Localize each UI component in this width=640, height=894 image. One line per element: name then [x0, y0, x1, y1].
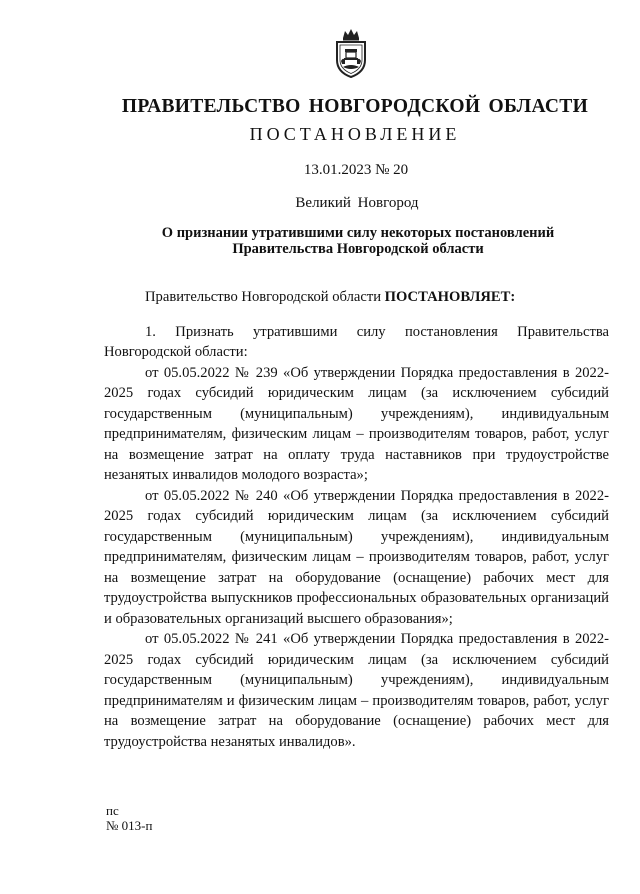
footer-code-line-1: пс — [106, 803, 119, 818]
subject-line-2: Правительства Новгородской области — [232, 241, 484, 257]
document-subject — [0, 225, 640, 257]
lead-bold: ПОСТАНОВЛЯЕТ: — [384, 289, 516, 305]
document-type: ПОСТАНОВЛЕНИЕ — [249, 124, 461, 144]
document-place: Великий Новгород — [295, 195, 419, 211]
body-paragraph: от 05.05.2022 № 240 «Об утверждении Порядка предоставления в 2022-2025 годах субсидий юридическим лицам (за исключением субсидий государственным (муниципальным) учреждениям), индивидуальным предпринимателям, физическим лицам – производителям товаров, работ, услуг на возмещение затрат на оборудование (оснащение) рабочих мест для трудоустройства выпускников профессиональных образовательных организаций и образовательных организаций высшего образования»; — [104, 487, 609, 627]
body-paragraph: 1. Признать утратившими силу постановления Правительства Новгородской области: — [104, 323, 609, 360]
document-body — [104, 287, 609, 752]
body-paragraph: от 05.05.2022 № 239 «Об утверждении Порядка предоставления в 2022-2025 годах субсидий юридическим лицам (за исключением субсидий государственным (муниципальным) учреждениям), индивидуальным предпринимателям, физическим лицам – производителям товаров, работ, услуг на возмещение затрат на оплату труда наставников при трудоустройстве незанятых инвалидов молодого возраста»; — [104, 364, 609, 483]
organization-title: ПРАВИТЕЛЬСТВО НОВГОРОДСКОЙ ОБЛАСТИ — [121, 96, 589, 117]
body-paragraph: от 05.05.2022 № 241 «Об утверждении Порядка предоставления в 2022-2025 годах субсидий юридическим лицам (за исключением субсидий государственным (муниципальным) учреждениям), индивидуальным предпринимателям и физическим лицам – производителям товаров, работ, услуг на возмещение затрат на оборудование (оснащение) рабочих мест для трудоустройства незанятых инвалидов». — [104, 631, 609, 750]
footer-code-line-2: № 013-п — [106, 818, 153, 833]
lead-text: Правительство Новгородской области — [145, 289, 385, 305]
footer-code — [106, 803, 152, 833]
document-date-number: 13.01.2023 № 20 — [303, 162, 409, 178]
subject-line-1: О признании утратившими силу некоторых постановлений — [161, 225, 555, 241]
lead-paragraph — [104, 287, 609, 308]
coat-of-arms-icon — [331, 27, 371, 79]
